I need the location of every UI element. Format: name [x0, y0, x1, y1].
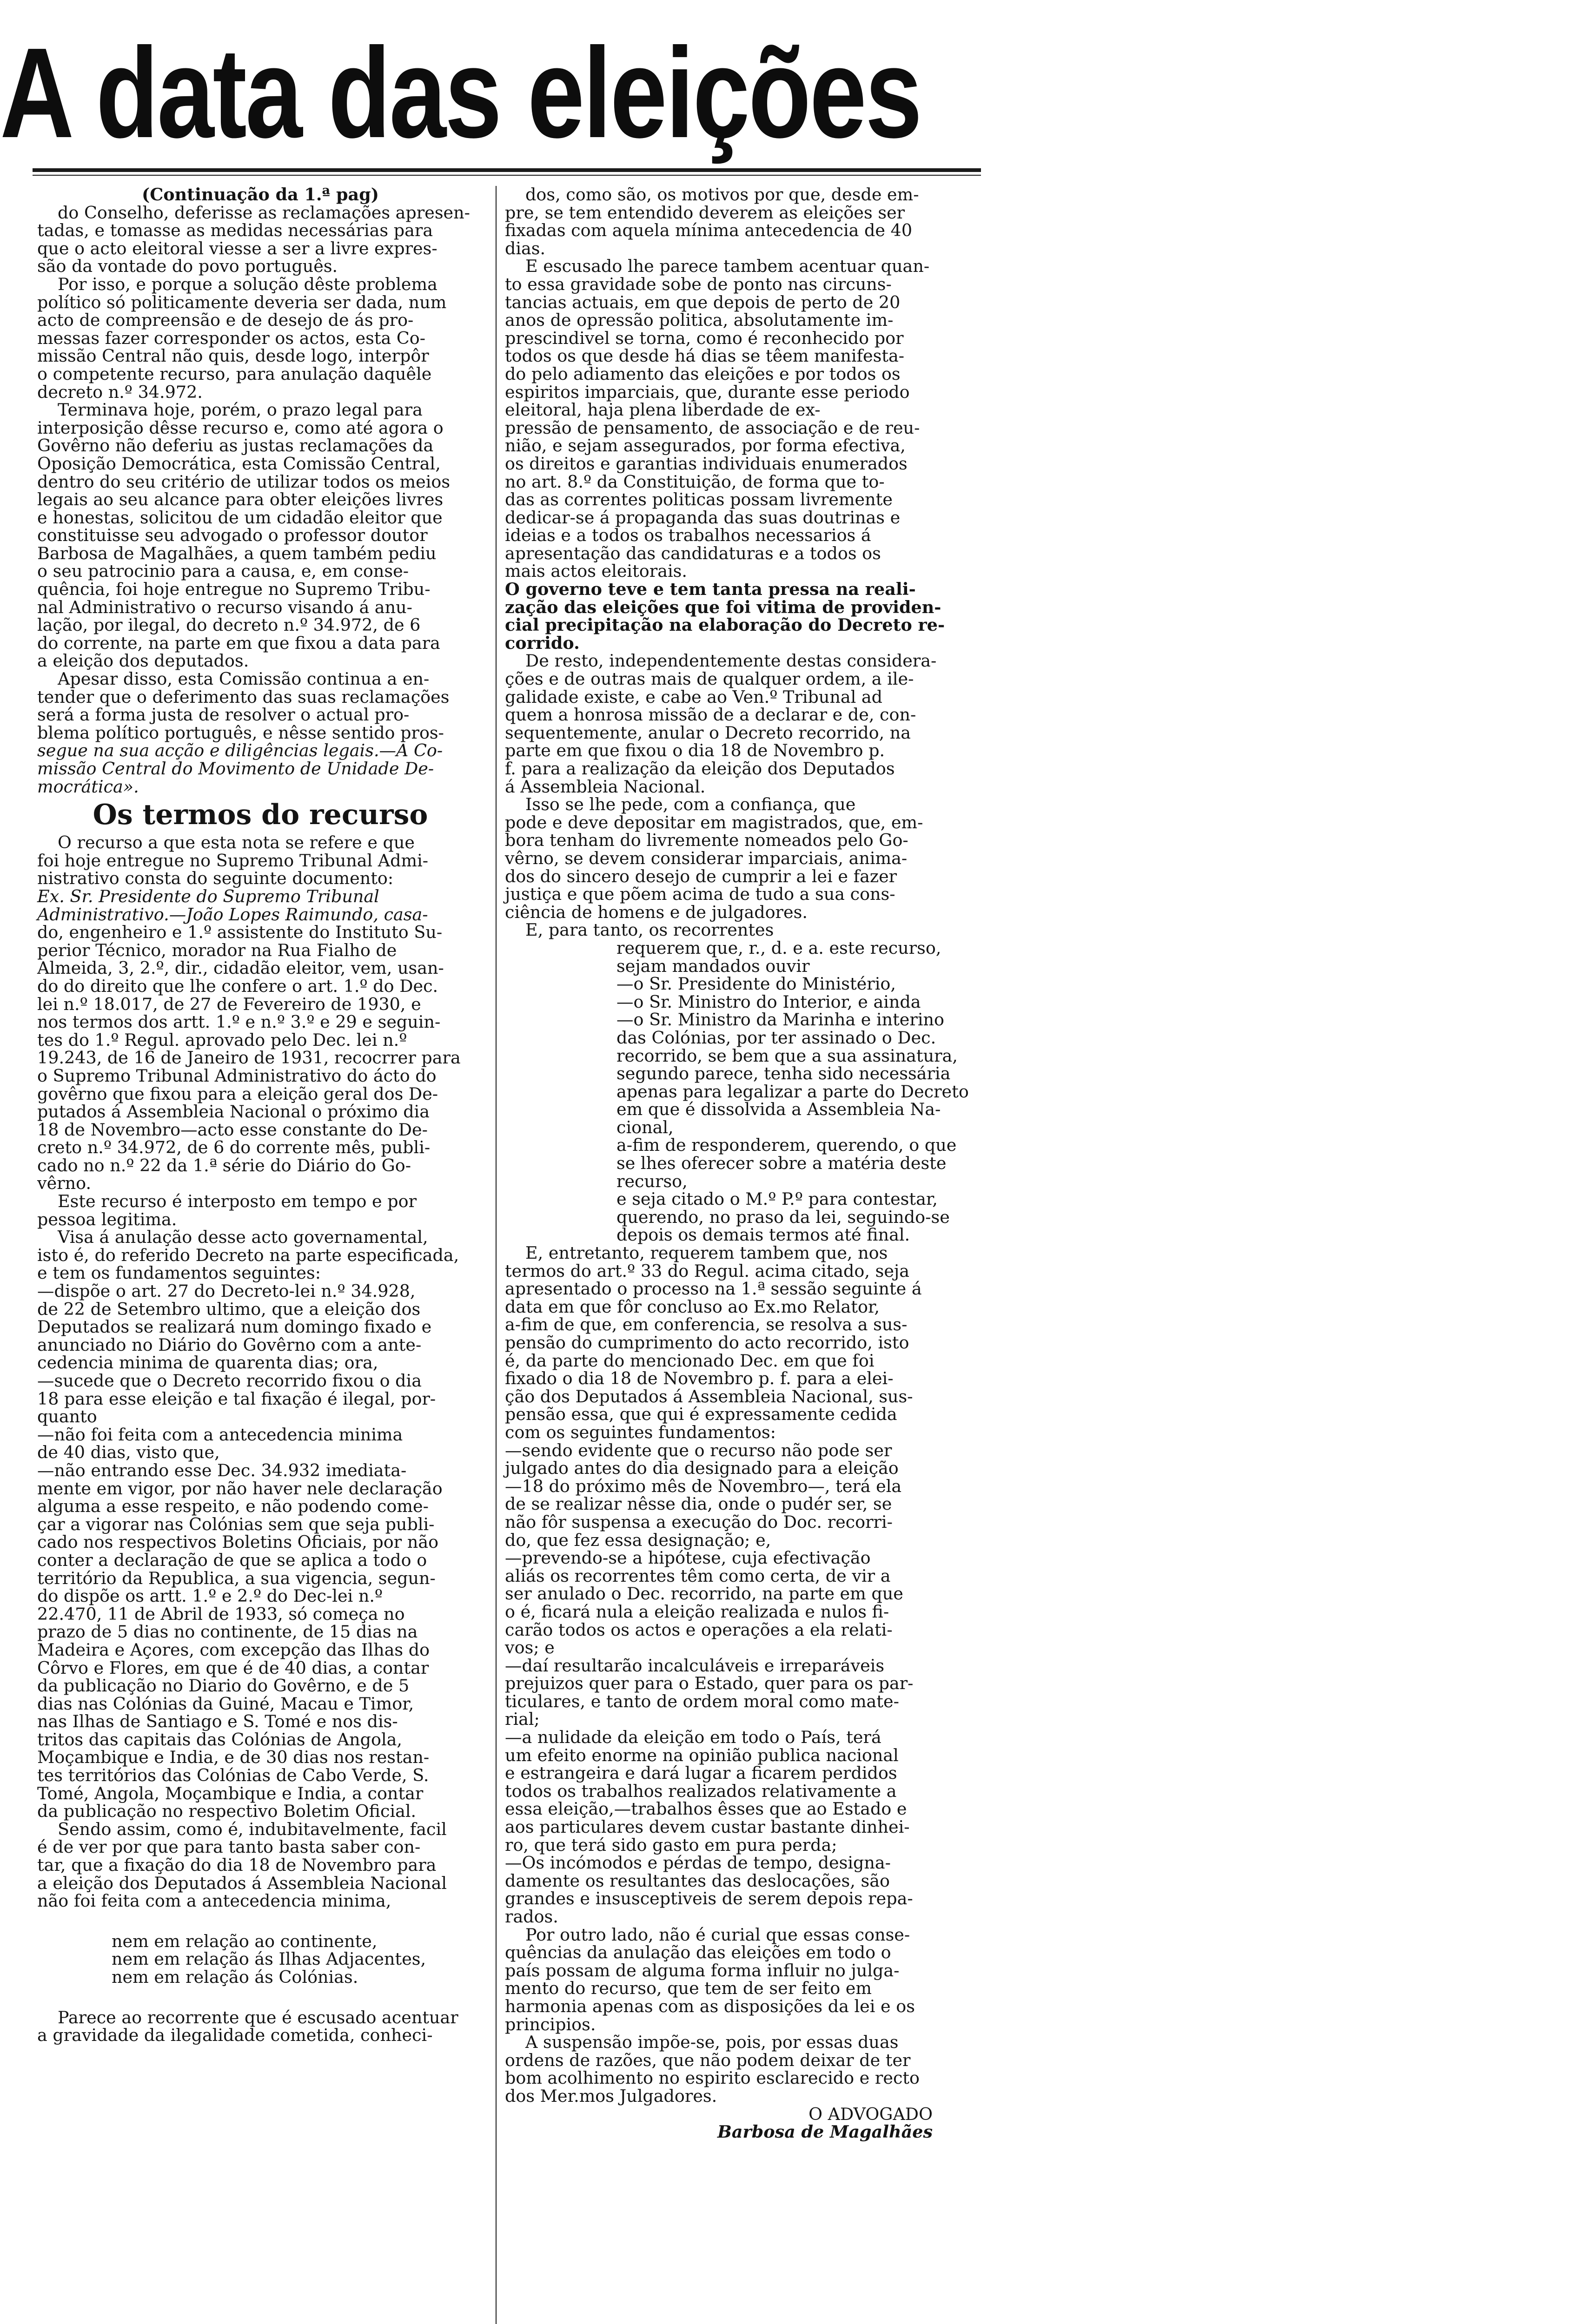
text-line: —o Sr. Presidente do Ministério,: [616, 974, 896, 994]
text-line: justiça e que põem acima de tudo a sua cons-: [505, 884, 895, 905]
text-line: çar a vigorar nas Colónias sem que seja publi-: [37, 1514, 435, 1534]
text-line: pensão do cumprimento do acto recorrido, isto: [505, 1333, 909, 1353]
signature-role: O ADVOGADO: [808, 2104, 933, 2124]
text-line: os direitos e garantias individuais enumerados: [505, 453, 908, 474]
text-line: Tomé, Angola, Moçambique e India, a contar: [37, 1783, 424, 1803]
paragraph: [37, 1193, 484, 1228]
text-line: anunciado no Diário do Govêrno com a ante-: [37, 1334, 422, 1355]
text-line: a eleição dos Deputados á Assembleia Nacional: [37, 1873, 447, 1893]
signature-name: Barbosa de Magalhães: [717, 2122, 933, 2142]
text-line: tritos das capitais das Colónias de Angola,: [37, 1729, 402, 1750]
text-line: E escusado lhe parece tambem acentuar quan-: [525, 256, 930, 277]
text-line: das Colónias, por ter assinado o Dec.: [616, 1027, 936, 1048]
paragraph: [505, 652, 951, 796]
text-line: ções e de outras mais de qualquer ordem, a ile-: [505, 669, 914, 689]
text-line: fixadas com aquela mínima antecedencia de 40: [505, 220, 913, 241]
paragraph: [37, 2009, 484, 2045]
text-line: legais ao seu alcance para obter eleições livres: [37, 489, 444, 510]
text-line: harmonia apenas com as disposições da lei e os: [505, 1996, 915, 2016]
text-line: do, que fez essa designação; e,: [505, 1530, 771, 1550]
text-line: lei n.º 18.017, de 27 de Fevereiro de 1930, e: [37, 994, 421, 1014]
text-line: a gravidade da ilegalidade cometida, conheci-: [37, 2025, 433, 2046]
text-line: quências da anulação das eleições em todo o: [505, 1942, 891, 1963]
text-line: Ex. Sr. Presidente do Supremo Tribunal: [37, 886, 379, 906]
text-line: conter a declaração de que se aplica a todo o: [37, 1550, 427, 1570]
left-column: [37, 186, 484, 2045]
text-line: ordens de razões, que não podem deixar de ter: [505, 2050, 911, 2070]
text-line: prazo de 5 dias no continente, de 15 dias na: [37, 1622, 418, 1642]
text-line: pressão de pensamento, de associação e de reu-: [505, 417, 920, 438]
paragraph: [505, 796, 951, 921]
text-line: O governo teve e tem tanta pressa na reali-: [505, 579, 916, 600]
text-line: pensão essa, que qui é expressamente cedida: [505, 1404, 897, 1425]
text-line: lação, por ilegal, do decreto n.º 34.972, de 6: [37, 615, 421, 635]
text-line: dias nas Colónias da Guiné, Macau e Timor,: [37, 1693, 414, 1714]
text-line: galidade existe, e cabe ao Ven.º Tribunal ad: [505, 687, 883, 707]
text-line: principios.: [505, 2014, 596, 2034]
text-line: não foi feita com a antecedencia minima,: [37, 1891, 391, 1911]
requests-list: [505, 938, 969, 1245]
headline-rule-thin: [33, 175, 981, 176]
text-line: quem a honrosa missão de a declarar e de, con-: [505, 705, 916, 725]
text-line: de 22 de Setembro ultimo, que a eleição dos: [37, 1299, 421, 1319]
text-line: missão Central não quis, desde logo, interpôr: [37, 346, 429, 366]
text-line: não fôr suspensa a execução do Doc. recorri-: [505, 1512, 893, 1532]
text-line: anos de opressão politica, absolutamente im-: [505, 310, 894, 330]
text-line: se lhes oferecer sobre a matéria deste: [616, 1153, 947, 1174]
text-line: é, da parte do mencionado Dec. em que foi: [505, 1350, 875, 1371]
text-line: foi hoje entregue no Supremo Tribunal Admi-: [37, 850, 429, 871]
text-line: nistrativo consta do seguinte documento:: [37, 868, 394, 889]
paragraph: [37, 276, 484, 401]
text-line: Almeida, 3, 2.º, dir., cidadão eleitor, vem, usan-: [37, 958, 444, 978]
text-line: creto n.º 34.972, de 6 do corrente mês, publi-: [37, 1137, 431, 1158]
text-line: prejuizos quer para o Estado, quer para os par-: [505, 1673, 914, 1694]
text-line: constituisse seu advogado o professor doutor: [37, 525, 428, 546]
text-line: á Assembleia Nacional.: [505, 776, 706, 797]
text-line: da publicação no Diario do Govêrno, e de 5: [37, 1676, 410, 1696]
text-line: todos os trabalhos realizados relativamente a: [505, 1781, 897, 1801]
text-line: —Os incómodos e pérdas de tempo, designa-: [505, 1853, 891, 1873]
text-line: 19.243, de 16 de Janeiro de 1931, recocrrer para: [37, 1048, 461, 1068]
text-line: —o Sr. Ministro da Marinha e interino: [616, 1010, 944, 1030]
text-line: a eleição dos deputados.: [37, 651, 249, 671]
text-line: sejam mandados ouvir: [616, 956, 810, 976]
text-line: recurso,: [616, 1171, 688, 1191]
text-line: pessoa legitima.: [37, 1209, 177, 1229]
paragraph: [37, 670, 484, 796]
text-line: prescindivel se torna, como é reconhecido por: [505, 328, 904, 348]
text-line: De resto, independentemente destas considera-: [525, 651, 937, 671]
text-line: mento do recurso, que tem de ser feito em: [505, 1978, 872, 1999]
text-line: ser anulado o Dec. recorrido, na parte em que: [505, 1584, 903, 1604]
spacer: [37, 1910, 484, 1933]
text-line: parte em que fixou o dia 18 de Novembro p.: [505, 740, 885, 761]
text-line: e estrangeira e dará lugar a ficarem perdidos: [505, 1763, 897, 1783]
text-line: Por outro lado, não é curial que essas conse-: [525, 1924, 910, 1945]
text-line: —o Sr. Ministro do Interior, e ainda: [616, 991, 921, 1012]
text-line: o é, ficará nula a eleição realizada e nulos fi-: [505, 1601, 889, 1622]
text-line: do pelo adiamento das eleições e por todos os: [505, 363, 901, 384]
text-line: ção dos Deputados á Assembleia Nacional, sus-: [505, 1386, 913, 1406]
text-line: mente em vigor, por não haver nele declaração: [37, 1478, 443, 1499]
text-line: Parece ao recorrente que é escusado acentuar: [58, 2007, 458, 2027]
text-line: perior Técnico, morador na Rua Fialho de: [37, 940, 397, 960]
text-line: do, engenheiro e 1.º assistente do Instituto Su-: [37, 922, 443, 943]
text-line: putados á Assembleia Nacional o próximo dia: [37, 1102, 430, 1122]
text-line: zação das eleições que foi vitima de providen-: [505, 597, 941, 617]
text-line: nal Administrativo o recurso visando á anu-: [37, 597, 412, 617]
text-line: Côrvo e Flores, em que é de 40 dias, a contar: [37, 1657, 429, 1678]
text-line: messas fazer corresponder os actos, esta Co-: [37, 328, 426, 348]
text-line: Moçambique e India, e de 30 dias nos restan-: [37, 1747, 430, 1768]
text-line: país possam de alguma forma influir no julga-: [505, 1960, 900, 1981]
continuation-note: (Continuação da 1.ª pag): [141, 185, 379, 205]
text-line: termos do art.º 33 do Regul. acima citado, seja: [505, 1261, 909, 1281]
text-line: Administrativo.—João Lopes Raimundo, casa-: [37, 904, 428, 924]
text-line: querendo, no praso da lei, seguindo-se: [616, 1207, 950, 1227]
paragraph: [505, 257, 951, 581]
text-line: ideias e a todos os trabalhos necessarios á: [505, 525, 871, 546]
text-line: bora tenham do livremente nomeados pelo Go-: [505, 830, 908, 851]
paragraph: [505, 186, 951, 257]
text-line: to essa gravidade sobe de ponto nas circuns-: [505, 274, 892, 294]
paragraph: [505, 921, 951, 939]
text-line: do Conselho, deferisse as reclamações apresen-: [58, 202, 470, 223]
text-line: vêrno.: [37, 1173, 92, 1194]
paragraph: [37, 401, 484, 670]
text-line: sequentemente, anular o Decreto recorrido, na: [505, 722, 911, 743]
text-line: E, para tanto, os recorrentes: [525, 920, 774, 940]
text-line: bom acolhimento no espirito esclarecido e recto: [505, 2068, 920, 2088]
text-line: nas Ilhas de Santiago e S. Tomé e nos dis-: [37, 1711, 398, 1732]
text-line: o competente recurso, para anulação daquêle: [37, 363, 432, 384]
paragraph: [505, 1926, 951, 2034]
text-line: corrido.: [505, 633, 580, 653]
text-line: Isso se lhe pede, com a confiança, que: [525, 794, 856, 815]
text-line: —a nulidade da eleição em todo o País, terá: [505, 1727, 881, 1748]
text-line: dos Mer.mos Julgadores.: [505, 2086, 717, 2106]
text-line: julgado antes do dia designado para a eleição: [505, 1458, 899, 1479]
text-line: dos do sincero desejo de cumprir a lei e fazer: [505, 866, 897, 886]
text-line: essa eleição,—trabalhos êsses que ao Estado e: [505, 1799, 907, 1819]
text-line: Madeira e Açores, com excepção das Ilhas do: [37, 1639, 430, 1660]
text-line: nem em relação ás Colónias.: [112, 1967, 358, 1987]
text-line: Apesar disso, esta Comissão continua a en-: [58, 669, 430, 689]
text-line: território da Republica, a sua vigencia, segun-: [37, 1568, 436, 1588]
text-line: recorrido, se bem que a sua assinatura,: [616, 1045, 958, 1066]
paragraph: [505, 2034, 951, 2105]
text-line: tadas, e tomasse as medidas necessárias para: [37, 220, 433, 241]
text-line: ro, que terá sido gasto em pura perda;: [505, 1835, 837, 1855]
text-line: um efeito enorme na opinião publica nacional: [505, 1745, 899, 1765]
text-line: tes do 1.º Regul. aprovado pelo Dec. lei n.º: [37, 1030, 407, 1050]
text-line: tes territórios das Colónias de Cabo Verde, S.: [37, 1765, 429, 1786]
text-line: tancias actuais, em que depois de perto de 20: [505, 292, 901, 312]
paragraph: [37, 1228, 484, 1821]
text-line: apresentação das candidaturas e a todos os: [505, 543, 881, 563]
text-line: o Supremo Tribunal Administrativo do ácto do: [37, 1065, 437, 1086]
text-line: quência, foi hoje entregue no Supremo Tribu-: [37, 579, 431, 600]
text-line: e seja citado o M.º P.º para contestar,: [616, 1189, 938, 1209]
text-line: missão Central do Movimento de Unidade De-: [37, 759, 434, 779]
text-line: grandes e insusceptiveis de serem depois repa-: [505, 1888, 913, 1909]
text-line: fixado o dia 18 de Novembro p. f. para a elei-: [505, 1368, 894, 1389]
text-line: são da vontade do povo português.: [37, 256, 338, 277]
text-line: cional,: [616, 1117, 674, 1137]
text-line: A suspensão impõe-se, pois, por essas duas: [525, 2032, 899, 2053]
text-line: Deputados se realizará num domingo fixado e: [37, 1317, 432, 1337]
text-line: vos; e: [505, 1637, 555, 1658]
text-line: rial;: [505, 1709, 540, 1730]
text-line: E, entretanto, requerem tambem que, nos: [525, 1243, 888, 1263]
text-line: —não entrando esse Dec. 34.932 imediata-: [37, 1460, 407, 1480]
column-divider: [496, 186, 497, 2324]
text-line: apenas para legalizar a parte do Decreto: [616, 1081, 969, 1102]
text-line: f. para a realização da eleição dos Deputados: [505, 759, 895, 779]
paragraph: [37, 204, 484, 276]
text-line: político só politicamente deveria ser dada, num: [37, 292, 447, 312]
text-line: —sucede que o Decreto recorrido fixou o dia: [37, 1371, 422, 1391]
paragraph: [37, 1821, 484, 1910]
text-line: cado nos respectivos Boletins Oficiais, por não: [37, 1532, 439, 1552]
text-line: segue na sua acção e diligências legais.—A Co-: [37, 740, 443, 761]
text-line: com os seguintes fundamentos:: [505, 1422, 776, 1442]
text-line: espiritos imparciais, que, durante esse periodo: [505, 382, 910, 402]
text-line: interposição dêsse recurso e, como até agora o: [37, 417, 444, 438]
text-line: da publicação no respectivo Boletim Oficial.: [37, 1801, 417, 1822]
paragraph: [505, 1244, 951, 1926]
text-line: cial precipitação na elaboração do Decreto re-: [505, 615, 945, 635]
text-line: Terminava hoje, porém, o prazo legal para: [58, 400, 423, 420]
text-line: e tem os fundamentos seguintes:: [37, 1263, 321, 1283]
text-line: o seu patrocinio para a causa, e, em conse-: [37, 561, 409, 581]
right-column: [505, 185, 969, 2142]
text-line: dos, como são, os motivos por que, desde em-: [525, 185, 919, 205]
text-line: apresentado o processo na 1.ª sessão seguinte á: [505, 1279, 922, 1299]
text-line: dias.: [505, 238, 546, 258]
text-line: decreto n.º 34.972.: [37, 382, 203, 402]
text-line: blema político português, e nêsse sentido pros-: [37, 722, 444, 743]
text-line: govêrno que fixou para a eleição geral dos De-: [37, 1083, 438, 1104]
text-line: Barbosa de Magalhães, a quem também pediu: [37, 543, 437, 563]
text-line: do do direito que lhe confere o art. 1.º do Dec.: [37, 976, 438, 996]
text-line: —não foi feita com a antecedencia minima: [37, 1424, 403, 1445]
text-line: depois os demais termos até final.: [616, 1225, 910, 1245]
text-line: alguma a esse respeito, e não podendo come-: [37, 1496, 429, 1517]
text-line: mocrática».: [37, 776, 139, 797]
text-line: mais actos eleitorais.: [505, 561, 687, 581]
text-line: quanto: [37, 1406, 97, 1427]
text-line: Por isso, e porque a solução dêste problema: [58, 274, 437, 294]
text-line: vêrno, se devem considerar imparciais, anima-: [505, 848, 908, 868]
text-line: de 40 dias, visto que,: [37, 1442, 220, 1463]
text-line: no art. 8.º da Constituição, de forma que to-: [505, 471, 885, 492]
text-line: em que é dissolvida a Assembleia Na-: [616, 1099, 941, 1120]
paragraph: [505, 581, 951, 652]
text-line: do corrente, na parte em que fixou a data para: [37, 633, 440, 653]
text-line: —sendo evidente que o recurso não pode ser: [505, 1440, 892, 1460]
text-line: cedencia minima de quarenta dias; ora,: [37, 1353, 378, 1373]
text-line: ciência de homens e de julgadores.: [505, 902, 808, 922]
text-line: e honestas, solicitou de um cidadão eleitor que: [37, 507, 443, 528]
text-line: requerem que, r., d. e a. este recurso,: [616, 938, 941, 958]
text-line: do dispõe os artt. 1.º e 2.º do Dec-lei n.º: [37, 1586, 383, 1606]
text-line: nos termos dos artt. 1.º e n.º 3.º e 29 e seguin-: [37, 1012, 441, 1032]
text-line: das as correntes politicas possam livremente: [505, 489, 893, 510]
text-line: Este recurso é interposto em tempo e por: [58, 1191, 417, 1212]
text-line: 18 para esse eleição e tal fixação é ilegal, por-: [37, 1388, 436, 1409]
text-line: —dispõe o art. 27 do Decreto-lei n.º 34.928,: [37, 1281, 416, 1301]
text-line: —prevendo-se a hipótese, cuja efectivação: [505, 1548, 871, 1568]
text-line: Visa á anulação desse acto governamental,: [58, 1227, 428, 1248]
text-line: a-fim de que, em conferencia, se resolva a sus-: [505, 1314, 908, 1335]
text-line: rados.: [505, 1907, 558, 1927]
headline-rule-thick: [33, 168, 981, 172]
text-line: damente os resultantes das deslocações, são: [505, 1870, 890, 1891]
text-line: nião, e sejam assegurados, por forma efectiva,: [505, 436, 906, 456]
text-line: Sendo assim, como é, indubitavelmente, facil: [58, 1819, 447, 1839]
text-line: aliás os recorrentes têm como certa, de vir a: [505, 1565, 891, 1586]
text-line: pre, se tem entendido deverem as eleições ser: [505, 202, 905, 223]
section-subhead: Os termos do recurso: [93, 799, 428, 832]
text-line: isto é, do referido Decreto na parte especificada,: [37, 1245, 459, 1265]
text-line: —18 do próximo mês de Novembro—, terá ela: [505, 1476, 902, 1496]
text-line: acto de compreensão e de desejo de ás pro-: [37, 310, 414, 330]
territory-list: [37, 1933, 484, 1987]
spacer: [37, 1987, 484, 2009]
text-line: dedicar-se á propaganda das suas doutrinas e: [505, 507, 901, 528]
headline: A data das eleições: [0, 21, 921, 165]
text-line: O recurso a que esta nota se refere e que: [58, 832, 415, 853]
text-line: de se realizar nêsse dia, onde o pudér ser, se: [505, 1494, 892, 1514]
text-line: 22.470, 11 de Abril de 1933, só começa no: [37, 1604, 405, 1624]
text-line: carão todos os actos e operações a ela relati-: [505, 1619, 893, 1640]
text-line: data em que fôr concluso ao Ex.mo Relator,: [505, 1296, 880, 1317]
text-line: tender que o deferimento das suas reclamações: [37, 687, 450, 707]
text-line: Oposição Democrática, esta Comissão Central,: [37, 453, 441, 474]
text-line: Govêrno não deferiu as justas reclamações da: [37, 436, 434, 456]
text-line: é de ver por que para tanto basta saber con-: [37, 1837, 421, 1857]
text-line: cado no n.º 22 da 1.ª série do Diário do Go-: [37, 1155, 411, 1175]
text-line: nem em relação ao continente,: [112, 1931, 378, 1951]
text-line: ticulares, e tanto de ordem moral como mate-: [505, 1691, 899, 1711]
text-line: será a forma justa de resolver o actual pro-: [37, 705, 410, 725]
text-line: aos particulares devem custar bastante dinhei-: [505, 1817, 910, 1837]
text-line: pode e deve depositar em magistrados, que, em-: [505, 812, 923, 832]
text-line: tar, que a fixação do dia 18 de Novembro para: [37, 1855, 437, 1875]
text-line: a-fim de responderem, querendo, o que: [616, 1135, 957, 1155]
paragraph: [37, 834, 484, 1193]
text-line: que o acto eleitoral viesse a ser a livre expres-: [37, 238, 437, 258]
text-line: 18 de Novembro—acto esse constante do De-: [37, 1119, 428, 1140]
text-line: segundo parece, tenha sido necessária: [616, 1063, 951, 1084]
text-line: dentro do seu critério de utilizar todos os meios: [37, 471, 451, 492]
text-line: todos os que desde há dias se têem manifesta-: [505, 346, 905, 366]
text-line: eleitoral, haja plena liberdade de ex-: [505, 400, 821, 420]
text-line: nem em relação ás Ilhas Adjacentes,: [112, 1949, 426, 1969]
text-line: —daí resultarão incalculáveis e irreparáveis: [505, 1655, 885, 1676]
